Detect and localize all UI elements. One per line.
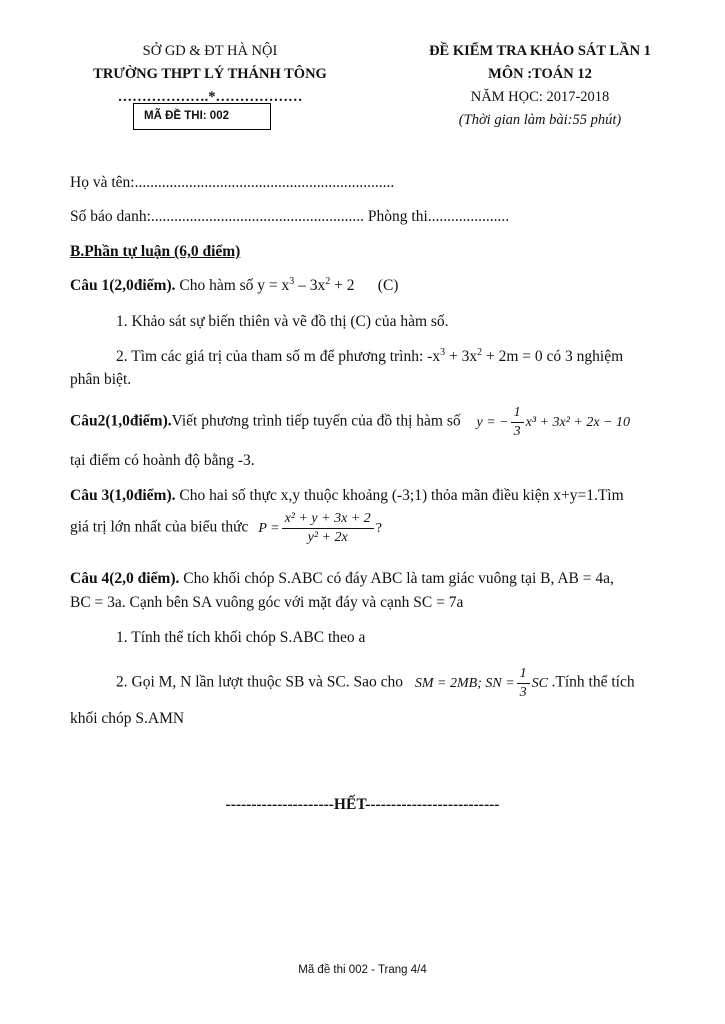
end-marker: ---------------------HẾT-------------------------- <box>225 796 500 813</box>
q2-formula: y = − $\frac{1}{3}$ x³ + 3x² + 2x − 10 <box>476 405 631 439</box>
q4-line2: BC = 3a. Cạnh bên SA vuông góc với mặt đáy và cạnh SC = 7a <box>70 594 464 611</box>
question-4: Câu 4(2,0 điểm). Cho khối chóp S.ABC có đáy ABC là tam giác vuông tại B, AB = 4a, <box>70 570 614 587</box>
page-footer: Mã đề thi 002 - Trang 4/4 <box>298 964 427 976</box>
q4-sub2-line2: khối chóp S.AMN <box>70 710 185 727</box>
q1-label: Câu 1(2,0điểm). <box>70 277 176 294</box>
department-name: SỞ GD & ĐT HÀ NỘI <box>142 43 278 59</box>
q2-label: Câu2(1,0điểm). <box>70 412 172 430</box>
school-year: NĂM HỌC: 2017-2018 <box>470 89 610 105</box>
student-name-line: Họ và tên:................................................................... <box>70 174 395 191</box>
student-id-line: Số báo danh:....................................................... Phòng thi..................... <box>70 208 510 225</box>
q4-sub2: 2. Gọi M, N lần lượt thuộc SB và SC. Sao cho SM = 2MB; SN = $\frac{1}{3}$ SC .Tính thể tích <box>116 666 635 700</box>
q1-sub1: 1. Khảo sát sự biến thiên và vẽ đồ thị (C) của hàm số. <box>116 313 449 330</box>
school-name: TRƯỜNG THPT LÝ THÁNH TÔNG <box>93 66 327 82</box>
q2-line2: tại điểm có hoành độ bằng -3. <box>70 452 255 469</box>
exam-title: ĐỀ KIỂM TRA KHẢO SÁT LẦN 1 <box>429 43 651 59</box>
q3-label: Câu 3(1,0điểm). <box>70 487 176 504</box>
q3-formula: P = $\frac{\text{x² + y + 3x + 2}}{\text{y² + 2x}}$ ? <box>258 511 382 545</box>
question-3: Câu 3(1,0điểm). Cho hai số thực x,y thuộc khoảng (-3;1) thỏa mãn điều kiện x+y=1.Tìm <box>70 487 624 504</box>
subject: MÔN :TOÁN 12 <box>488 66 592 82</box>
q4-sub1: 1. Tính thể tích khối chóp S.ABC theo a <box>116 629 366 646</box>
exam-code-box: MÃ ĐỀ THI: 002 <box>133 103 271 130</box>
question-1: Câu 1(2,0điểm). Cho hàm số $y = x^3 - 3x^2 + 2$ (C) <box>70 275 399 294</box>
q3-line2: giá trị lớn nhất của biểu thức P = $\frac{\text{x² + y + 3x + 2}}{\text{y² + 2x}}$ ? <box>70 511 382 545</box>
time-allowed: (Thời gian làm bài:55 phút) <box>458 112 622 128</box>
section-title: B.Phần tự luận (6,0 điểm) <box>70 243 241 260</box>
q1-sub2-line2: phân biệt. <box>70 371 132 388</box>
header-left <box>60 40 360 109</box>
question-2: Câu2(1,0điểm).Viết phương trình tiếp tuyến của đồ thị hàm số y = − $\frac{1}{3}$ x³ + 3x² + 2x − 10 <box>70 405 631 439</box>
header-separator: ……………….*……………… <box>117 89 303 105</box>
q4-formula: SM = 2MB; SN = $\frac{1}{3}$ SC <box>414 666 548 700</box>
q1-sub2: 2. Tìm các giá trị của tham số m để phương trình: $-x^3 + 3x^2 + 2m = 0$ có 3 nghiệm <box>116 346 624 365</box>
header-right <box>395 40 685 132</box>
q4-label: Câu 4(2,0 điểm). <box>70 570 180 587</box>
